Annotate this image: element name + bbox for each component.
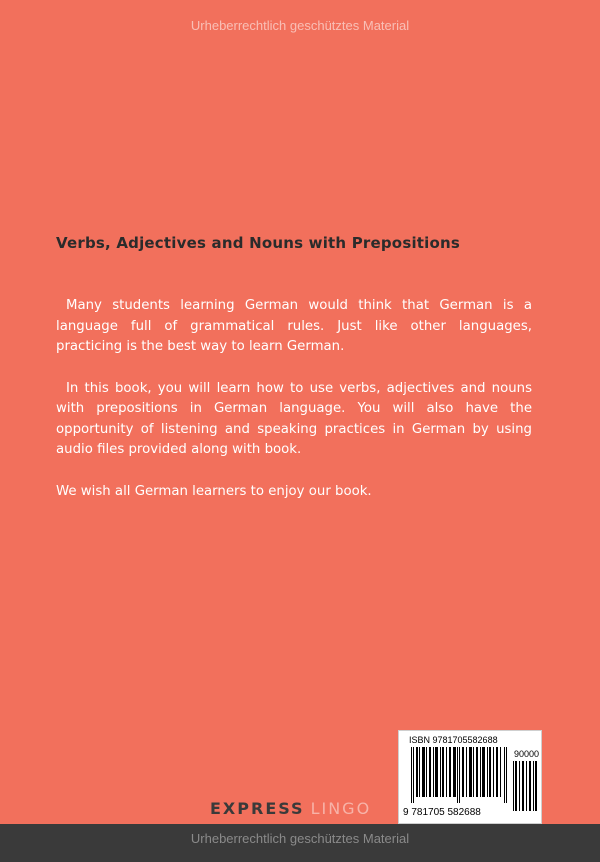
watermark-top: Urheberrechtlich geschütztes Material [190,18,410,33]
logo-lingo: LINGO [310,799,372,818]
paragraph-1: Many students learning German would think that German is a language full of grammatical rules. Just like other languages, practicing is the best way to learn German. [56,298,532,354]
publisher-logo [210,799,371,818]
paragraph-2: In this book, you will learn how to use verbs, adjectives and nouns with prepositions in German language. You will also have the opportunity of listening and speaking practices in German by using audio files provided along with book. [56,380,532,457]
watermark-bottom: Urheberrechtlich geschütztes Material [190,831,410,846]
book-title: Verbs, Adjectives and Nouns with Prepositions [56,234,461,252]
blurb [56,296,532,523]
barcode-digits: 9 781705 582688 [403,807,481,818]
logo-express: EXPRESS [210,799,305,818]
barcode-bars [411,747,507,803]
addon-bars [513,761,537,811]
paragraph-3: We wish all German learners to enjoy our book. [56,483,372,499]
price-code: 90000 [514,749,540,759]
isbn-label: ISBN 9781705582688 [409,735,498,745]
barcode [398,730,542,824]
